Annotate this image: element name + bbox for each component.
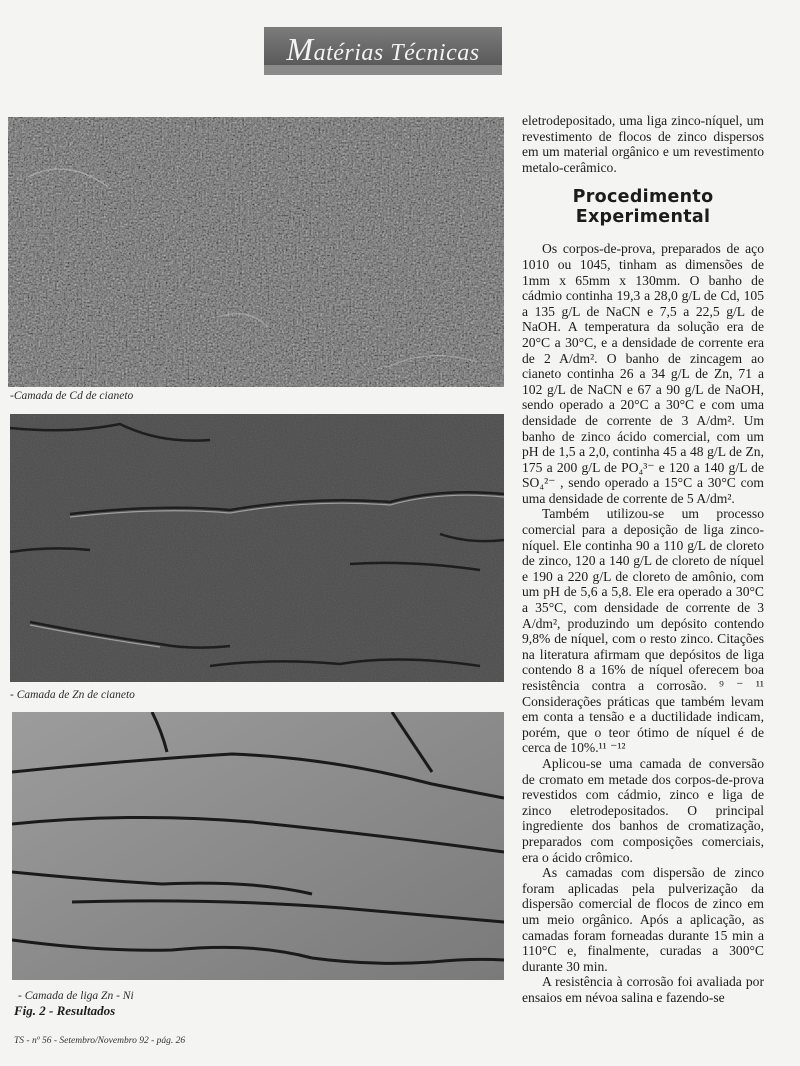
micrograph-zn-coating xyxy=(10,414,504,682)
paragraph-1: Os corpos-de-prova, preparados de aço 1010 ou 1045, tinham as dimensões de 1mm x 65mm x 130mm. O banho de cádmio continha 19,3 a 28,0 g/L de Cd, 105 a 135 g/L de NaCN e 7,5 a 22,5 g/L de NaOH. A temperatura da solução era de 20°C a 30°C, e a densidade de corrente era de 2 A/dm². O banho de zincagem ao cianeto continha 26 a 34 g/L de Zn, 71 a 102 g/L de NaCN e 67 a 90 g/L de NaOH, sendo operado a 20°C a 30°C e com uma densidade de corrente de 3 A/dm². Um banho de zinco ácido comercial, com um pH de 1,5 a 2,0, continha 45 a 48 g/L de Zn, 175 a 200 g/L de PO₄³⁻ e 120 a 140 g/L de SO₄²⁻ , sendo operado a 15°C a 30°C com uma densidade de corrente de 5 A/dm². xyxy=(522,241,764,506)
paragraph-3: Aplicou-se uma camada de conversão de cromato em metade dos corpos-de-prova revestidos com cádmio, zinco e liga de zinco eletrodepositados. O principal ingrediente dos banhos de cromatização, preparados com composições comerciais, era o ácido crômico. xyxy=(522,755,764,865)
micrograph-zn-ni-coating xyxy=(12,712,504,980)
caption-zn-ni-coating: - Camada de liga Zn - Ni xyxy=(18,990,134,1002)
article-column xyxy=(522,113,764,1005)
section-banner xyxy=(264,27,502,75)
caption-cd-coating: -Camada de Cd de cianeto xyxy=(10,390,134,402)
section-title-rest: atérias Técnicas xyxy=(313,40,480,66)
paragraph-4: As camadas com dispersão de zinco foram aplicadas pela pulverização da dispersão comercial de flocos de zinco em um meio orgânico. Após a aplicação, as camadas foram forneadas durante 15 min a 110°C e, finalmente, curadas a 300°C durante 30 min. xyxy=(522,865,764,974)
article-intro: eletrodepositado, uma liga zinco-níquel, um revestimento de flocos de zinco dispersos em um material orgânico e um revestimento metalo-cerâmico. xyxy=(522,113,764,175)
section-title-initial: M xyxy=(286,31,314,67)
section-title xyxy=(264,31,502,68)
heading-line-1: Procedimento xyxy=(572,187,714,208)
paragraph-2: Também utilizou-se um processo comercial para a deposição de liga zinco-níquel. Ele continha 90 a 110 g/L de cloreto de zinco, 120 a 140 g/L de cloreto de níquel e 190 a 220 g/L de cloreto de amônio, com um pH de 5,6 a 5,8. Ele era operado a 30°C a 35°C, com densidade de corrente de 3 A/dm², produzindo um depósito contendo 9,8% de níquel, com o resto zinco. Citações na literatura afirmam que depósitos de liga contendo 8 a 16% de níquel oferecem boa resistência contra a corrosão. ⁹ ⁻ ¹¹ Considerações práticas que também levam em conta a tensão e a ductilidade indicam, porém, que o teor ótimo de níquel é de cerca de 10%.¹¹ ⁻¹² xyxy=(522,506,764,756)
caption-zn-coating: - Camada de Zn de cianeto xyxy=(10,689,135,701)
paragraph-5: A resistência à corrosão foi avaliada por ensaios em névoa salina e fazendo-se xyxy=(522,974,764,1005)
page-footer: TS - nº 56 - Setembro/Novembro 92 - pág. 26 xyxy=(14,1036,186,1046)
micrograph-cd-coating xyxy=(8,117,504,387)
figure-label: Fig. 2 - Resultados xyxy=(14,1003,116,1018)
section-heading xyxy=(522,187,764,227)
heading-line-2: Experimental xyxy=(575,207,711,228)
